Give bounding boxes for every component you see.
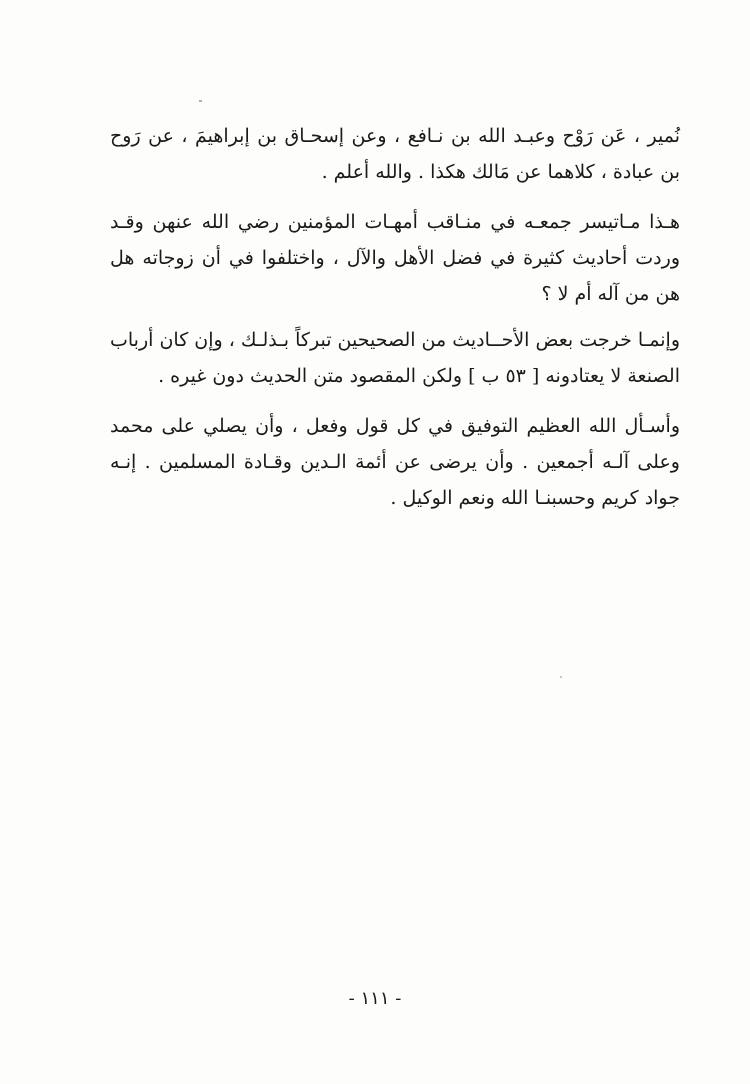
paragraph-3 (110, 322, 680, 394)
paragraph-text: هـذا مـاتيسر جمعـه في منـاقب أمهـات المؤمنين رضي الله عنهن وقـد وردت أحاديث كثيرة في فضل الأهل والآل ، واختلفوا في أن زوجاته هل هن من آله أم لا ؟ (110, 211, 680, 305)
paragraph-1 (110, 118, 680, 190)
page-number: - ١١١ - (348, 988, 402, 1009)
paragraph-2 (110, 204, 680, 312)
paragraph-text: نُمير ، عَن رَوْح وعبـد الله بن نـافع ، وعن إسحـاق بن إبراهيمَ ، عن رَوح بن عبادة ، كلاهما عن مَالك هكذا . والله أعلم . (110, 125, 680, 183)
scan-speck (560, 676, 562, 678)
paragraph-text: وأسـأل الله العظيم التوفيق في كل قول وفعل ، وأن يصلي على محمد وعلى آلـه أجمعين . وأن يرضى عن أئمة الـدين وقـادة المسلمين . إنـه جواد كريم وحسبنـا الله ونعم الوكيل . (110, 415, 680, 509)
paragraph-4 (110, 408, 680, 516)
paragraph-text: وإنمـا خرجت بعض الأحــاديث من الصحيحين تبركاً بـذلـك ، وإن كان أرباب الصنعة لا يعتادونه [ ٥٣ ب ] ولكن المقصود متن الحديث دون غيره . (110, 329, 680, 387)
scan-speck (199, 100, 202, 102)
